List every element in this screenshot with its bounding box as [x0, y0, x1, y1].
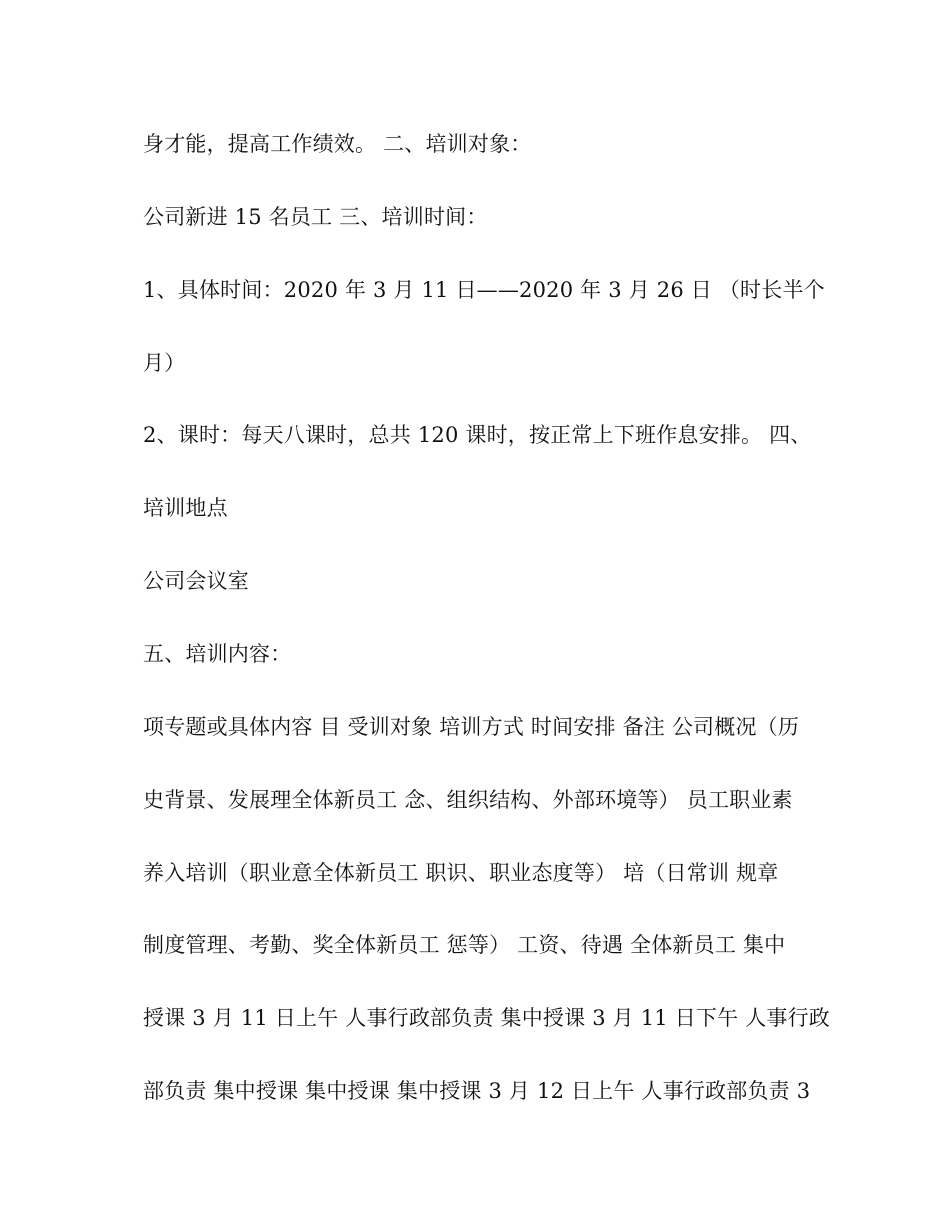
text-line: 部负责 集中授课 集中授课 集中授课 3 月 12 日上午 人事行政部负责 3: [143, 1079, 811, 1103]
text-line: 1、具体时间：2020 年 3 月 11 日——2020 年 3 月 26 日 （时长半个: [143, 278, 825, 302]
text-line: 月）: [143, 351, 186, 375]
text-line: 制度管理、考勤、奖全体新员工 惩等） 工资、待遇 全体新员工 集中: [143, 933, 786, 957]
text-line: 授课 3 月 11 日上午 人事行政部负责 集中授课 3 月 11 日下午 人事行政: [143, 1006, 830, 1030]
text-line: 养入培训（职业意全体新员工 职识、职业态度等） 培（日常训 规章: [143, 861, 779, 885]
text-line: 培训地点: [143, 496, 228, 520]
text-line: 身才能，提高工作绩效。 二、培训对象：: [143, 132, 532, 156]
text-line: 公司会议室: [143, 569, 249, 593]
text-line: 项专题或具体内容 目 受训对象 培训方式 时间安排 备注 公司概况（历: [143, 715, 800, 739]
section-heading: 五、培训内容：: [143, 642, 292, 666]
text-line: 史背景、发展理全体新员工 念、组织结构、外部环境等） 员工职业素: [143, 788, 793, 812]
text-line: 公司新进 15 名员工 三、培训时间：: [143, 205, 488, 229]
text-line: 2、课时：每天八课时，总共 120 课时，按正常上下班作息安排。 四、: [143, 423, 812, 447]
